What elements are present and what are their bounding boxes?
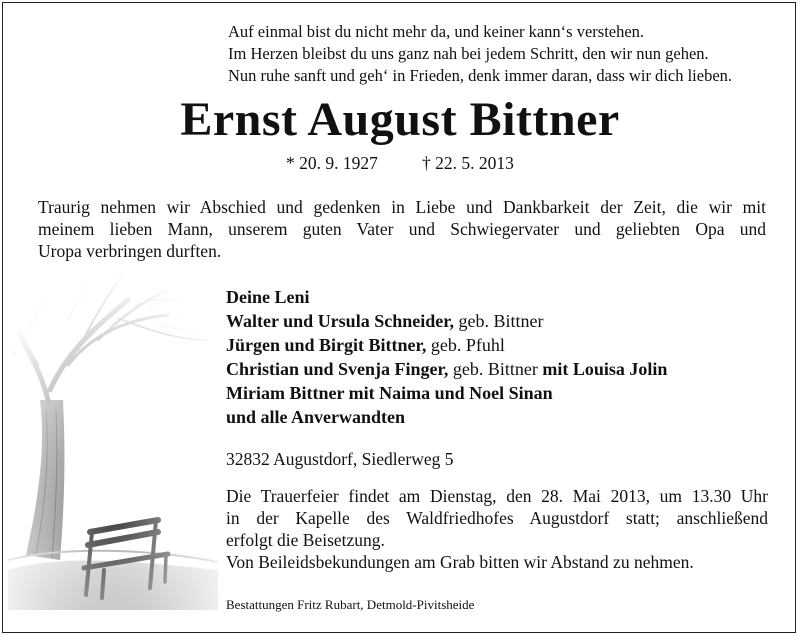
birth-date: * 20. 9. 1927	[286, 153, 378, 173]
ceremony-line: in der Kapelle des Waldfriedhofes Augustdorf statt; anschließend	[226, 508, 768, 528]
mourners-list	[226, 285, 786, 429]
ceremony-line: erfolgt die Beisetzung.	[226, 530, 385, 550]
tree-bench-illustration	[8, 270, 218, 610]
address: 32832 Augustdorf, Siedlerweg 5	[226, 449, 454, 469]
intro-text	[38, 196, 766, 262]
mourner-line: Walter und Ursula Schneider, geb. Bittner	[226, 311, 544, 331]
poem-line: Auf einmal bist du nicht mehr da, und keiner kann‘s verstehen.	[228, 22, 645, 41]
death-date: † 22. 5. 2013	[422, 153, 514, 173]
intro-line: Uropa verbringen durften.	[38, 241, 222, 261]
intro-line: meinem lieben Mann, unserem guten Vater und Schwiegervater und geliebten Opa und	[38, 219, 766, 239]
mourner-line: Christian und Svenja Finger, geb. Bittner mit Louisa Jolin	[226, 359, 668, 379]
ceremony-line: Von Beileidsbekundungen am Grab bitten wir Abstand zu nehmen.	[226, 552, 694, 572]
ceremony-line: Die Trauerfeier findet am Dienstag, den 28. Mai 2013, um 13.30 Uhr	[226, 486, 768, 506]
undertaker: Bestattungen Fritz Rubart, Detmold-Pivitsheide	[226, 597, 475, 612]
poem-line: Im Herzen bleibst du uns ganz nah bei jedem Schritt, den wir nun gehen.	[228, 44, 709, 63]
mourner-line: Miriam Bittner mit Naima und Noel Sinan	[226, 383, 553, 403]
poem	[228, 21, 788, 87]
ceremony-text	[226, 485, 768, 573]
life-dates	[286, 153, 514, 174]
mourner-line: und alle Anverwandten	[226, 407, 406, 427]
intro-line: Traurig nehmen wir Abschied und gedenken in Liebe und Dankbarkeit der Zeit, die wir mit	[38, 197, 766, 217]
poem-line: Nun ruhe sanft und geh‘ in Frieden, denk immer daran, dass wir dich lieben.	[228, 66, 733, 85]
mourner-line: Deine Leni	[226, 287, 310, 307]
deceased-name: Ernst August Bittner	[180, 93, 620, 146]
mourner-line: Jürgen und Birgit Bittner, geb. Pfuhl	[226, 335, 505, 355]
